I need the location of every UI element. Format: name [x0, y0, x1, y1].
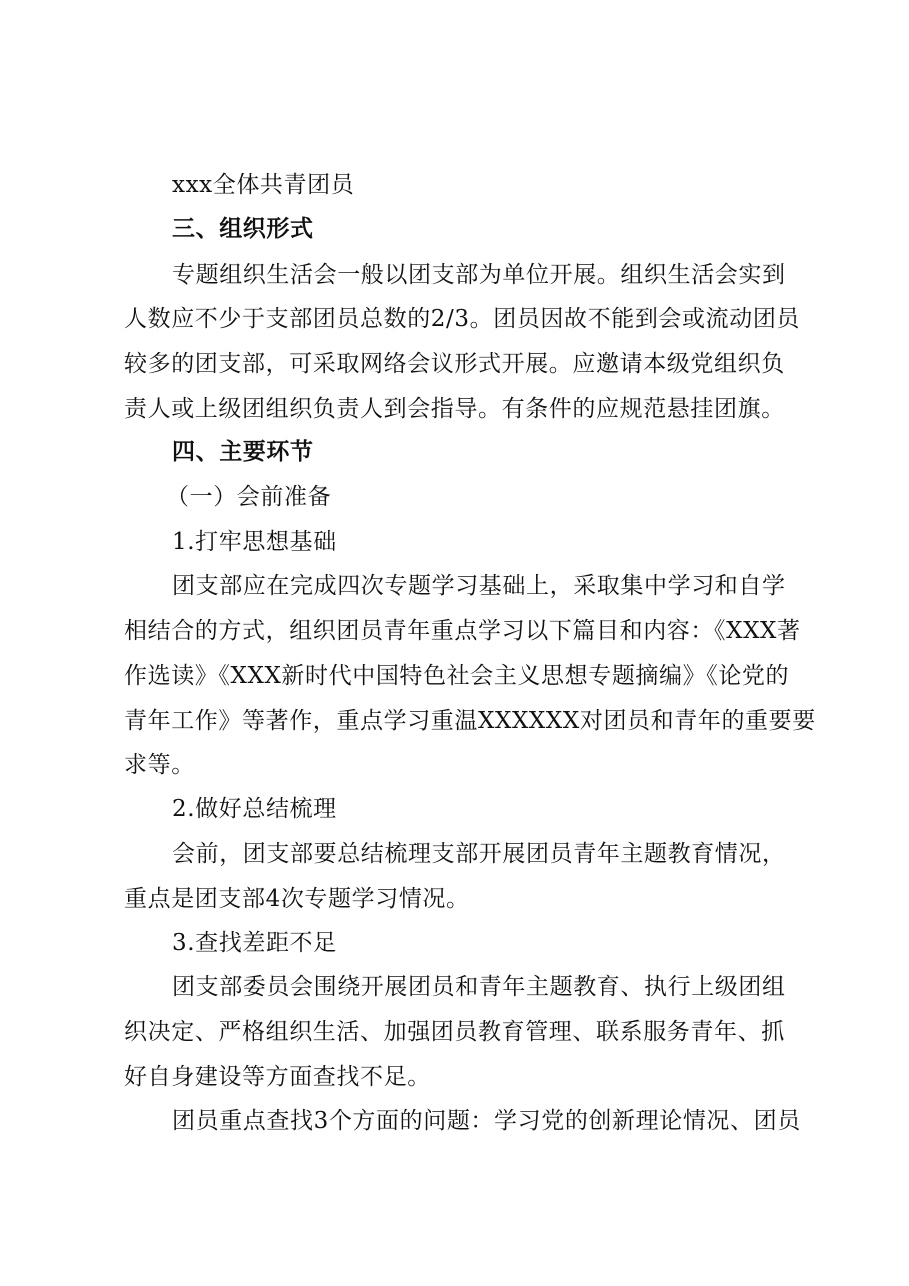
paragraph-line: 重点是团支部4次专题学习情况。 — [124, 886, 470, 912]
paragraph-line: 人数应不少于支部团员总数的2/3。团员因故不能到会或流动团员 — [124, 306, 801, 332]
paragraph-line: 专题组织生活会一般以团支部为单位开展。组织生活会实到 — [172, 262, 786, 288]
item-heading: 1.打牢思想基础 — [172, 529, 337, 555]
subsection-heading-preparation: （一）会前准备 — [166, 484, 332, 510]
paragraph-line: 较多的团支部，可采取网络会议形式开展。应邀请本级党组织负 — [124, 351, 785, 377]
audience-line: xxx全体共青团员 — [172, 172, 355, 198]
paragraph-line: 织决定、严格组织生活、加强团员教育管理、联系服务青年、抓 — [124, 1019, 785, 1045]
paragraph-line: 好自身建设等方面查找不足。 — [124, 1064, 431, 1090]
section-heading-main-steps: 四、主要环节 — [172, 439, 314, 465]
paragraph-line: 相结合的方式，组织团员青年重点学习以下篇目和内容：《XXX著 — [124, 618, 801, 644]
paragraph-line: 团员重点查找3个方面的问题：学习党的创新理论情况、团员 — [172, 1108, 801, 1134]
paragraph-line: 会前，团支部要总结梳理支部开展团员青年主题教育情况， — [172, 841, 786, 867]
paragraph-line: 青年工作》等著作，重点学习重温XXXXXX对团员和青年的重要要 — [124, 708, 816, 734]
item-heading: 3.查找差距不足 — [172, 930, 337, 956]
item-heading: 2.做好总结梳理 — [172, 796, 337, 822]
section-heading-organization-form: 三、组织形式 — [172, 216, 314, 242]
paragraph-line: 求等。 — [124, 752, 195, 778]
paragraph-line: 作选读》《XXX新时代中国特色社会主义思想专题摘编》《论党的 — [124, 663, 790, 689]
paragraph-line: 团支部委员会围绕开展团员和青年主题教育、执行上级团组 — [172, 974, 786, 1000]
paragraph-line: 责人或上级团组织负责人到会指导。有条件的应规范悬挂团旗。 — [124, 396, 785, 422]
paragraph-line: 团支部应在完成四次专题学习基础上，采取集中学习和自学 — [172, 573, 786, 599]
